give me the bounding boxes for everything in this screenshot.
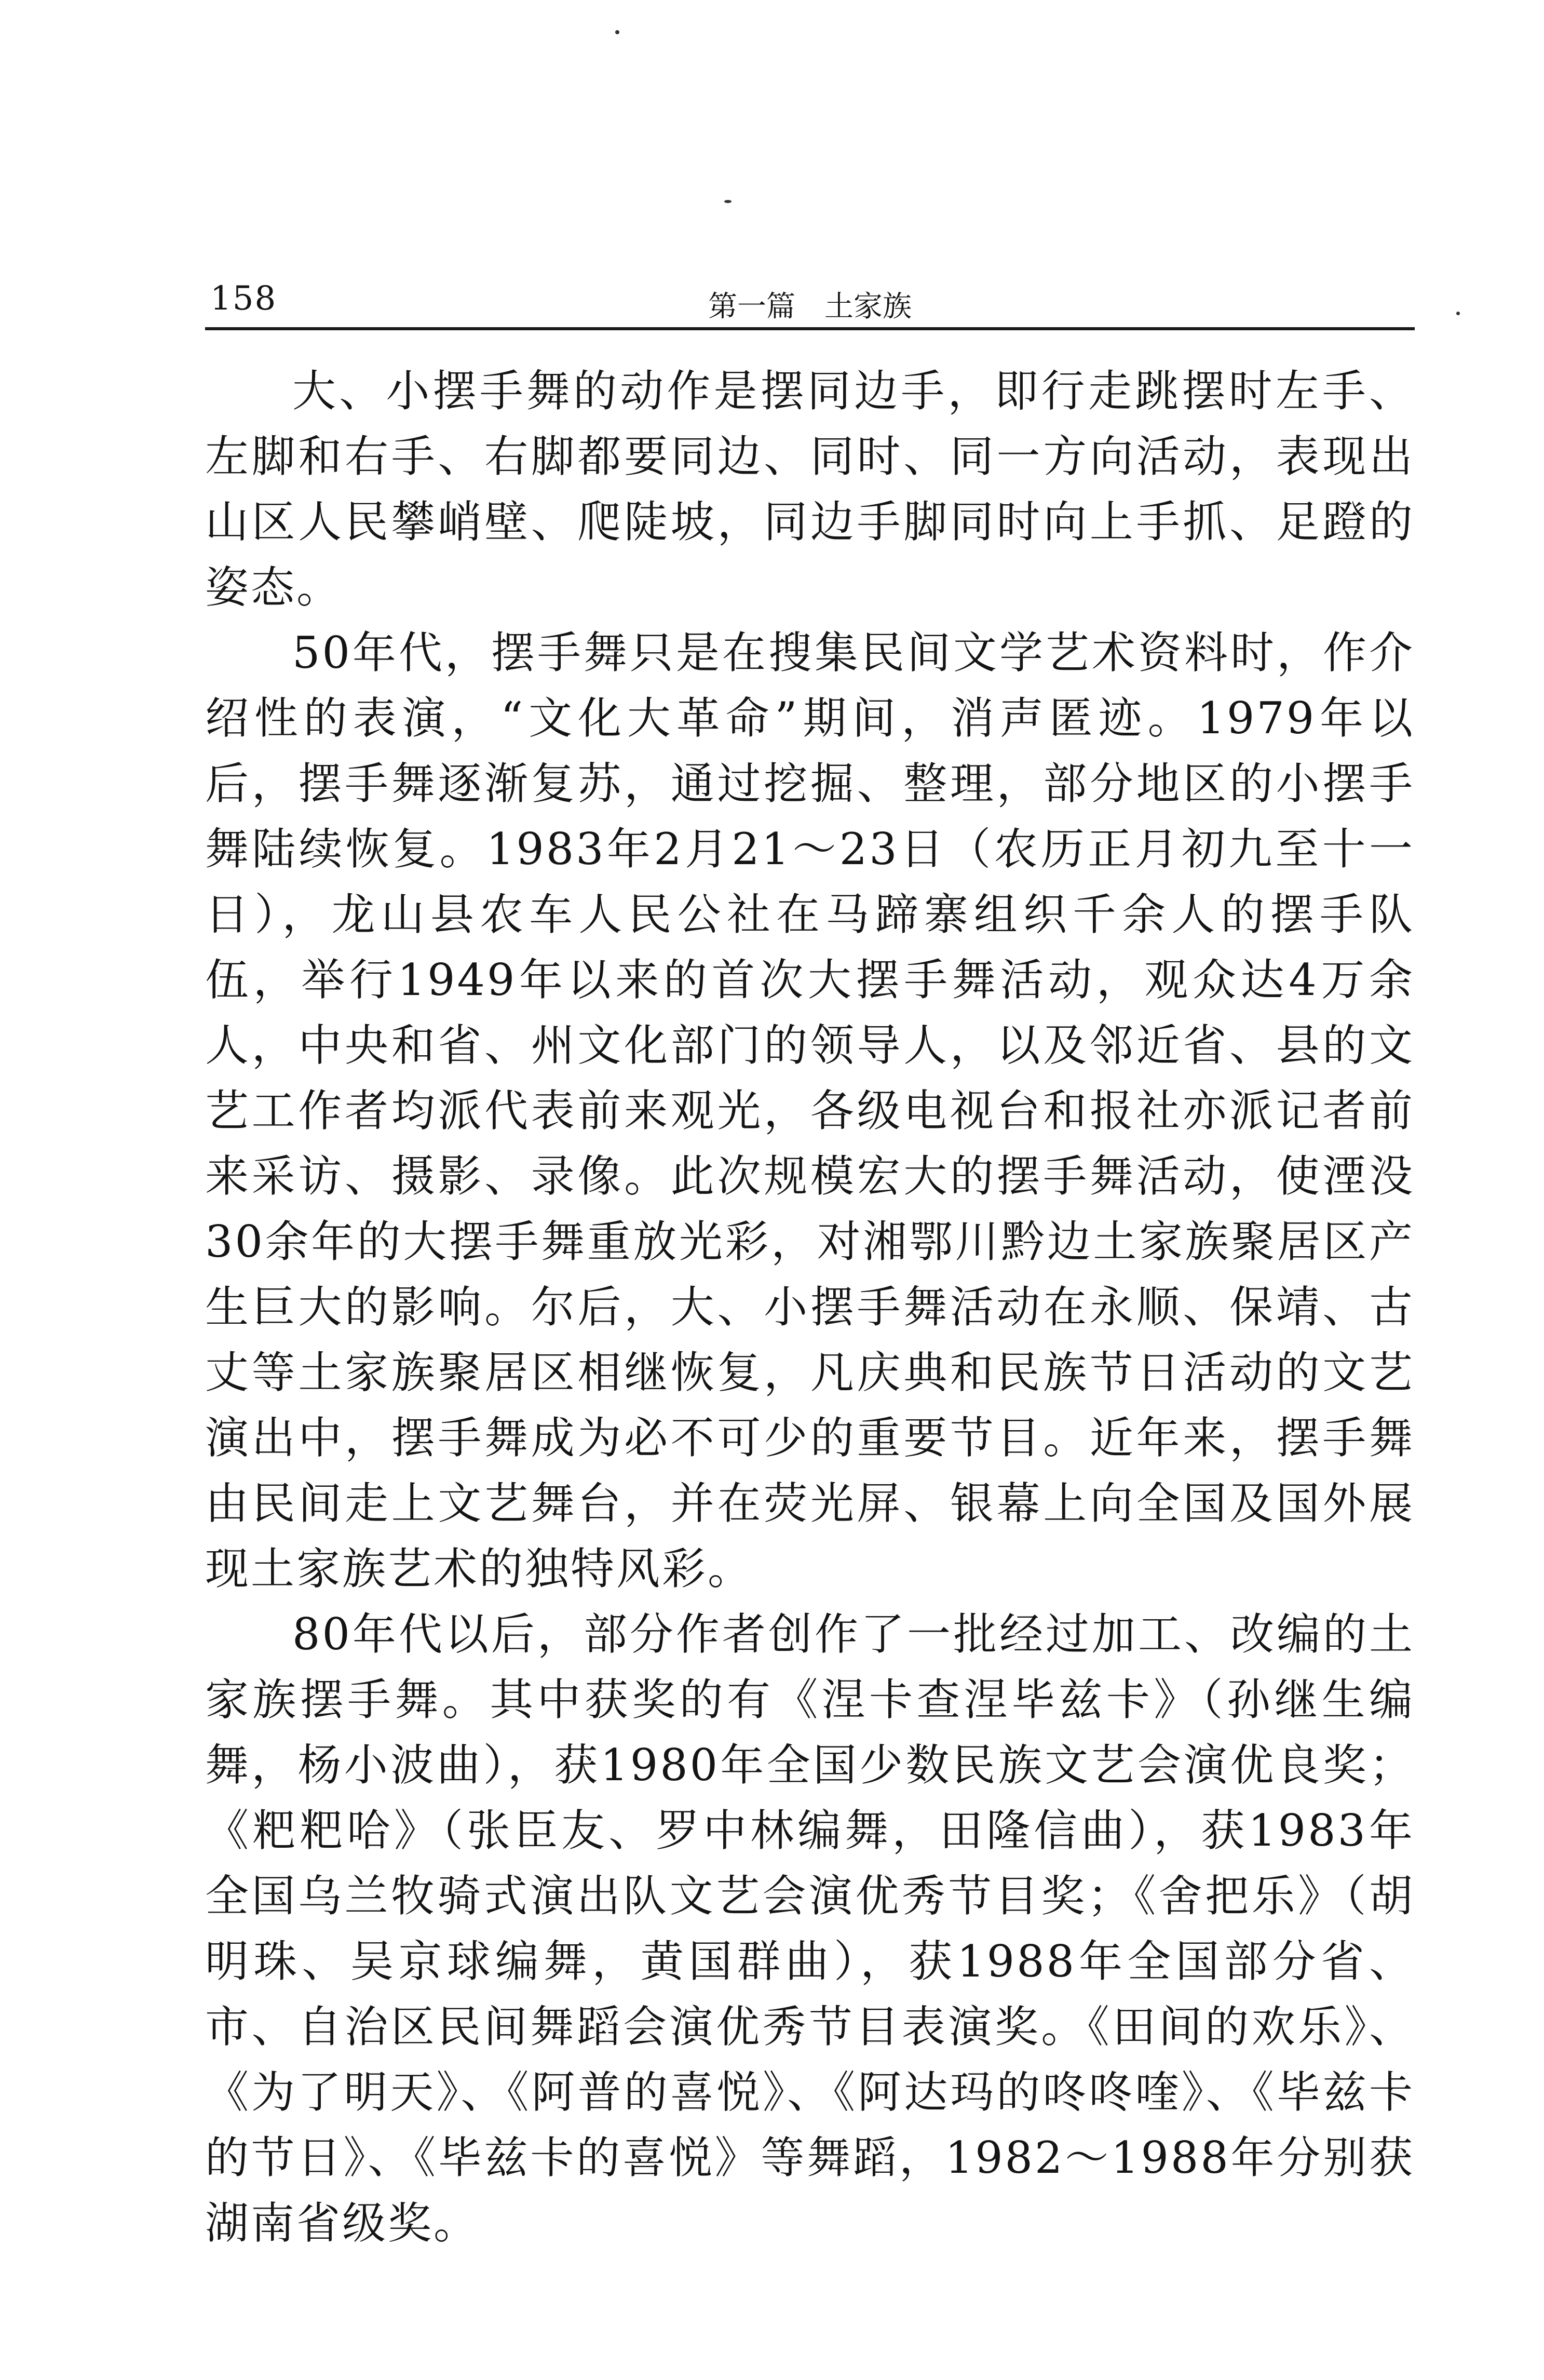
scan-speck — [724, 200, 732, 203]
scan-speck — [615, 30, 619, 34]
page-number: 158 — [210, 279, 277, 318]
paragraph: 80年代以后，部分作者创作了一批经过加工、改编的土家族摆手舞。其中获奖的有《涅卡查涅毕兹卡》（孙继生编舞，杨小波曲），获1980年全国少数民族文艺会演优良奖；《粑粑哈》（张臣友、罗中林编舞，田隆信曲），获1983年全国乌兰牧骑式演出队文艺会演优秀节目奖；《舍把乐》（胡明珠、吴京球编舞，黄国群曲），获1988年全国部分省、市、自治区民间舞蹈会演优秀节目表演奖。《田间的欢乐》、《为了明天》、《阿普的喜悦》、《阿达玛的咚咚喹》、《毕兹卡的节日》、《毕兹卡的喜悦》等舞蹈，1982～1988年分别获湖南省级奖。 — [205, 1609, 1415, 2249]
body-text — [205, 358, 1415, 2256]
page-header — [205, 270, 1415, 330]
paragraph: 50年代，摆手舞只是在搜集民间文学艺术资料时，作介绍性的表演，“文化大革命”期间，消声匿迹。1979年以后，摆手舞逐渐复苏，通过挖掘、整理，部分地区的小摆手舞陆续恢复。1983年2月21～23日（农历正月初九至十一日），龙山县农车人民公社在马蹄寨组织千余人的摆手队伍，举行1949年以来的首次大摆手舞活动，观众达4万余人，中央和省、州文化部门的领导人，以及邻近省、县的文艺工作者均派代表前来观光，各级电视台和报社亦派记者前来采访、摄影、录像。此次规模宏大的摆手舞活动，使湮没30余年的大摆手舞重放光彩，对湘鄂川黔边土家族聚居区产生巨大的影响。尔后，大、小摆手舞活动在永顺、保靖、古丈等土家族聚居区相继恢复，凡庆典和民族节日活动的文艺演出中，摆手舞成为必不可少的重要节目。近年来，摆手舞由民间走上文艺舞台，并在荧光屏、银幕上向全国及国外展现土家族艺术的独特风彩。 — [205, 627, 1415, 1594]
paragraph: 大、小摆手舞的动作是摆同边手，即行走跳摆时左手、左脚和右手、右脚都要同边、同时、同一方向活动，表现出山区人民攀峭壁、爬陡坡，同边手脚同时向上手抓、足蹬的姿态。 — [205, 366, 1415, 613]
running-title: 第一篇 土家族 — [708, 290, 912, 324]
scan-speck — [1456, 312, 1460, 315]
